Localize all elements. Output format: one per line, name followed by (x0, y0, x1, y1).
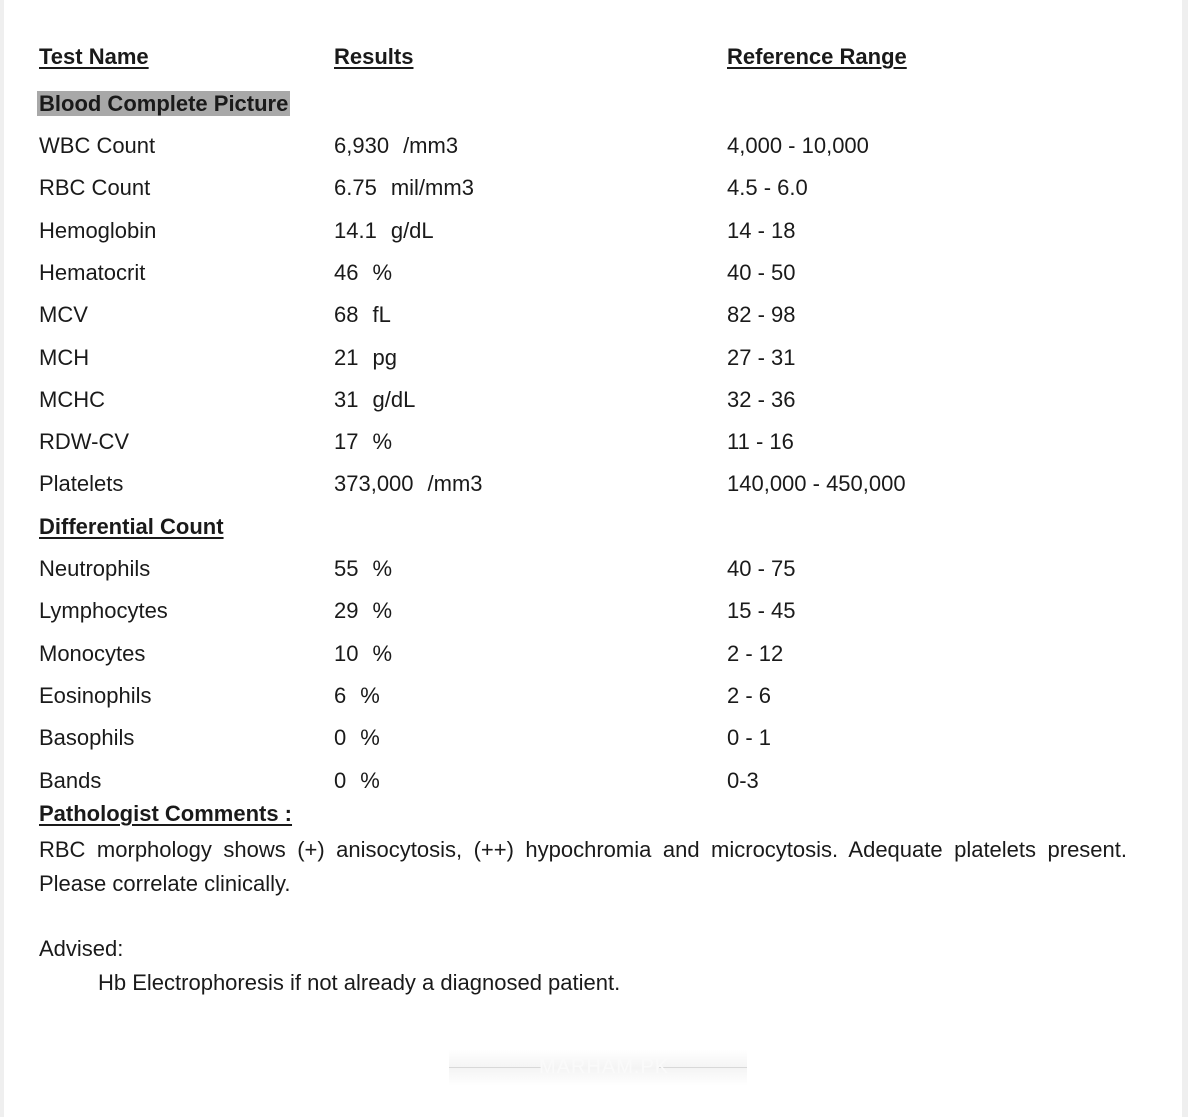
result-unit: pg (372, 344, 397, 370)
result-unit: % (360, 767, 380, 793)
reference-range: 14 - 18 (727, 217, 796, 243)
result-value: 31 (334, 386, 359, 412)
section-differential-count: Differential Count (39, 514, 224, 539)
result-value: 6 (334, 682, 347, 708)
result-value: 29 (334, 598, 359, 624)
result-unit: /mm3 (427, 471, 483, 497)
result (334, 302, 391, 328)
result (334, 598, 392, 624)
result-unit: % (372, 640, 393, 666)
result (334, 218, 434, 244)
reference-range: 140,000 - 450,000 (727, 471, 906, 497)
header-reference-range: Reference Range (727, 44, 907, 69)
pathologist-comment: RBC morphology shows (+) anisocytosis, (++) hypochromia and microcytosis. Adequate platelets present. Please correlate clinically. (39, 837, 1127, 896)
reference-range: 4,000 - 10,000 (727, 133, 869, 158)
result-unit: % (372, 598, 393, 624)
header-results: Results (334, 44, 414, 69)
result (334, 641, 392, 667)
result-value: 6,930 (334, 133, 390, 158)
test-name: Basophils (39, 725, 135, 751)
reference-range: 27 - 31 (727, 344, 796, 370)
result-unit: % (360, 725, 380, 751)
result-value: 0 (334, 767, 347, 793)
test-name: MCHC (39, 386, 105, 412)
result-value: 6.75 (334, 175, 377, 201)
result-value: 17 (334, 429, 359, 455)
test-name: Hematocrit (39, 259, 146, 285)
result-unit: g/dL (372, 386, 416, 412)
result (334, 387, 415, 413)
result-value: 55 (334, 556, 359, 581)
result-unit: % (372, 429, 393, 455)
result-value: 68 (334, 302, 359, 328)
advised-label: Advised: (39, 936, 124, 961)
result (334, 175, 474, 201)
advised-text: Hb Electrophoresis if not already a diagnosed patient. (98, 970, 621, 995)
reference-range: 0 - 1 (727, 725, 772, 751)
result-value: 14.1 (334, 217, 377, 243)
result-value: 46 (334, 259, 359, 285)
result (334, 429, 392, 455)
test-name: RDW-CV (39, 429, 130, 455)
result (334, 768, 380, 794)
reference-range: 40 - 75 (727, 556, 796, 581)
test-name: RBC Count (39, 175, 151, 201)
reference-range: 2 - 6 (727, 682, 772, 708)
result (334, 556, 392, 582)
result-unit: % (360, 682, 380, 708)
result-unit: fL (372, 302, 391, 328)
reference-range: 40 - 50 (727, 259, 796, 285)
result-unit: % (372, 556, 393, 581)
result-unit: % (372, 259, 393, 285)
test-name: Eosinophils (39, 682, 152, 708)
watermark (449, 1050, 747, 1086)
result-value: 10 (334, 640, 359, 666)
pathologist-comments-heading: Pathologist Comments : (39, 801, 293, 826)
reference-range: 4.5 - 6.0 (727, 175, 808, 201)
reference-range: 2 - 12 (727, 640, 784, 666)
result-value: 21 (334, 344, 359, 370)
reference-range: 15 - 45 (727, 598, 796, 624)
result (334, 471, 483, 497)
test-name: Bands (39, 767, 102, 793)
test-name: MCH (39, 344, 90, 370)
reference-range: 82 - 98 (727, 302, 796, 328)
test-name: Platelets (39, 471, 124, 497)
result-unit: /mm3 (403, 133, 459, 158)
result-value: 373,000 (334, 471, 414, 497)
result (334, 725, 380, 751)
reference-range: 11 - 16 (727, 429, 794, 455)
result-unit: mil/mm3 (390, 175, 474, 201)
result (334, 133, 458, 159)
reference-range: 32 - 36 (727, 386, 796, 412)
result-value: 0 (334, 725, 347, 751)
test-name: Lymphocytes (39, 598, 168, 624)
result (334, 345, 397, 371)
test-name: Monocytes (39, 640, 146, 666)
section-blood-complete-picture: Blood Complete Picture (39, 91, 289, 116)
test-name: WBC Count (39, 133, 156, 158)
result (334, 683, 380, 709)
watermark-text: MARHAM.PK (539, 1056, 670, 1078)
test-name: Hemoglobin (39, 217, 157, 243)
test-name: Neutrophils (39, 556, 151, 581)
header-test-name: Test Name (39, 44, 149, 69)
result-unit: g/dL (390, 217, 434, 243)
test-name: MCV (39, 302, 88, 328)
reference-range: 0-3 (727, 767, 759, 793)
result (334, 260, 392, 286)
